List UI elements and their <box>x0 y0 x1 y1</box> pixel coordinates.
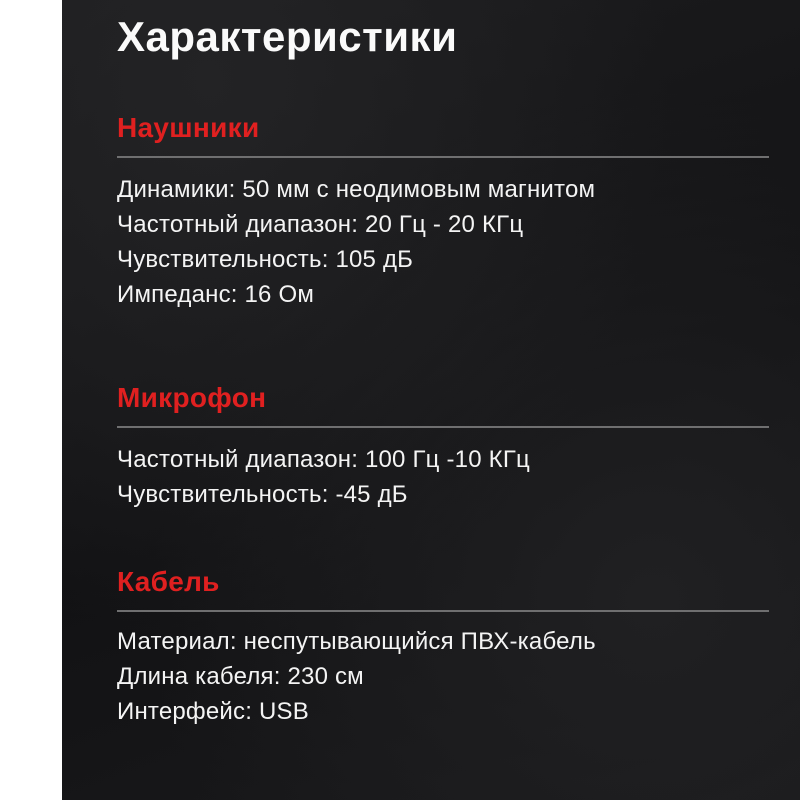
spec-line: Интерфейс: USB <box>117 698 309 725</box>
section-divider <box>117 426 769 428</box>
section-title-microphone: Микрофон <box>117 382 267 413</box>
spec-line: Чувствительность: 105 дБ <box>117 246 414 273</box>
spec-line: Частотный диапазон: 20 Гц - 20 КГц <box>117 211 524 238</box>
specifications-panel <box>62 0 800 800</box>
spec-line: Материал: неспутывающийся ПВХ-кабель <box>117 628 596 655</box>
spec-line: Длина кабеля: 230 см <box>117 663 364 690</box>
section-microphone <box>117 380 770 512</box>
section-divider <box>117 610 769 612</box>
section-cable <box>117 564 770 729</box>
spec-line: Динамики: 50 мм с неодимовым магнитом <box>117 176 596 203</box>
page-title: Характеристики <box>117 13 458 60</box>
spec-line: Импеданс: 16 Ом <box>117 281 315 308</box>
spec-line: Частотный диапазон: 100 Гц -10 КГц <box>117 446 530 473</box>
section-headphones <box>117 110 770 312</box>
section-title-cable: Кабель <box>117 566 220 597</box>
section-divider <box>117 156 769 158</box>
spec-line: Чувствительность: -45 дБ <box>117 481 408 508</box>
section-title-headphones: Наушники <box>117 112 260 143</box>
